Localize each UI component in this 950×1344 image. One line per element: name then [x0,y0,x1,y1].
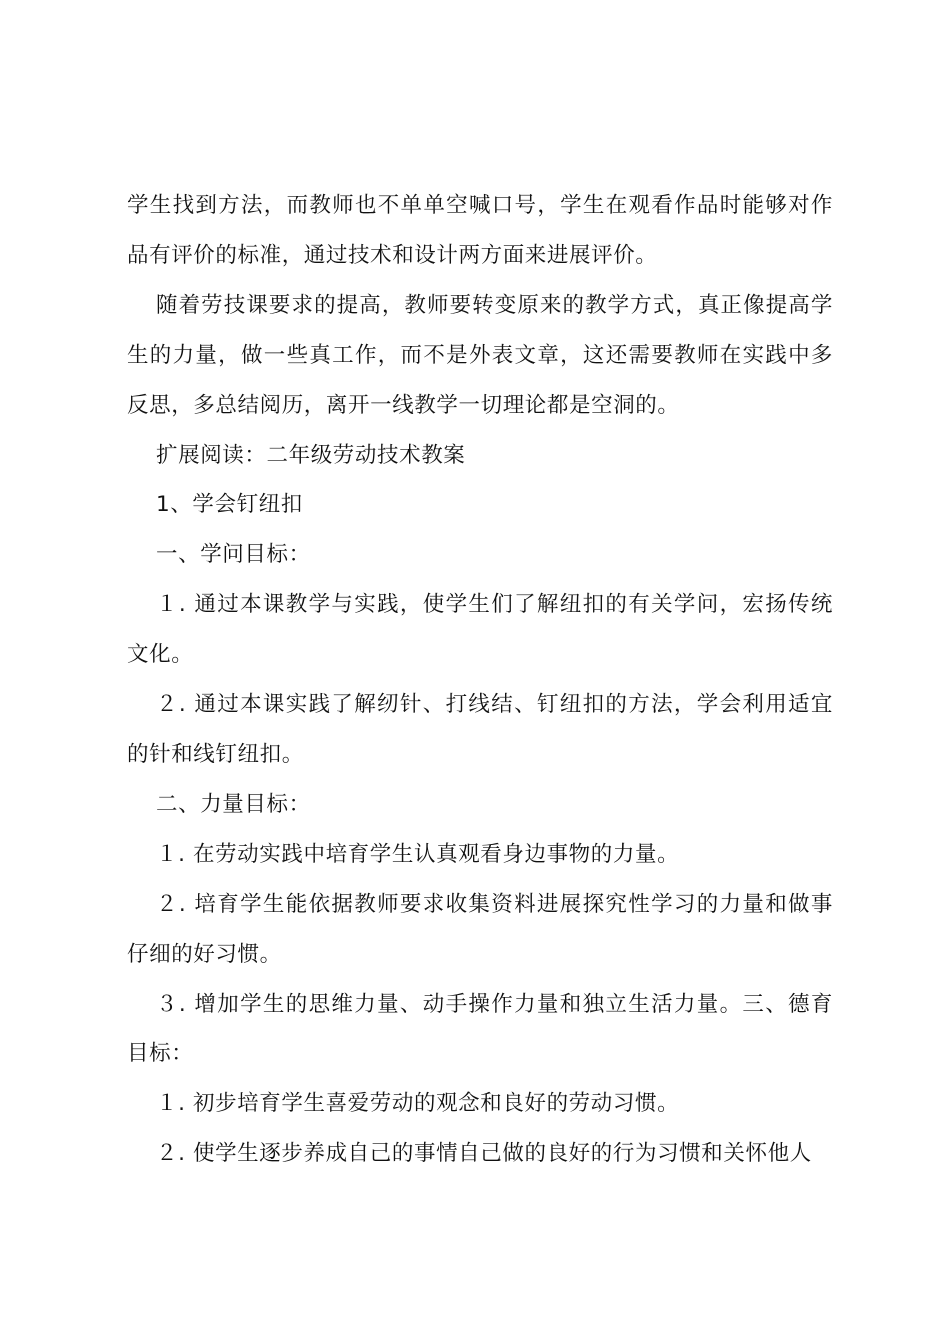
paragraph: 学生找到方法，而教师也不单单空喊口号，学生在观看作品时能够对作品有评价的标准，通过技术和设计两方面来进展评价。 [127,193,833,268]
section-heading: 扩展阅读：二年级劳动技术教案 [156,442,466,468]
list-item: ３. 增加学生的思维力量、动手操作力量和独立生活力量。三、德育目标： [127,991,833,1067]
list-item: １. 在劳动实践中培育学生认真观看身边事物的力量。 [156,841,680,867]
paragraph: 随着劳技课要求的提高，教师要转变原来的教学方式，真正像提高学生的力量，做一些真工作，而不是外表文章，这还需要教师在实践中多反思，多总结阅历，离开一线教学一切理论都是空洞的。 [127,292,833,418]
list-item: ２. 使学生逐步养成自己的事情自己做的良好的行为习惯和关怀他人 [156,1141,812,1167]
section-heading: 一、学问目标： [156,542,311,568]
lesson-title: 1、学会钉纽扣 [156,492,303,518]
list-item: ２. 培育学生能依据教师要求收集资料进展探究性学习的力量和做事仔细的好习惯。 [127,891,833,967]
list-item: １. 初步培育学生喜爱劳动的观念和良好的劳动习惯。 [156,1091,680,1117]
section-heading: 二、力量目标： [156,791,311,817]
document-body [127,181,833,1179]
list-item: １. 通过本课教学与实践，使学生们了解纽扣的有关学问，宏扬传统文化。 [127,592,833,668]
list-item: ２. 通过本课实践了解纫针、打线结、钉纽扣的方法，学会利用适宜的针和线钉纽扣。 [127,692,833,767]
